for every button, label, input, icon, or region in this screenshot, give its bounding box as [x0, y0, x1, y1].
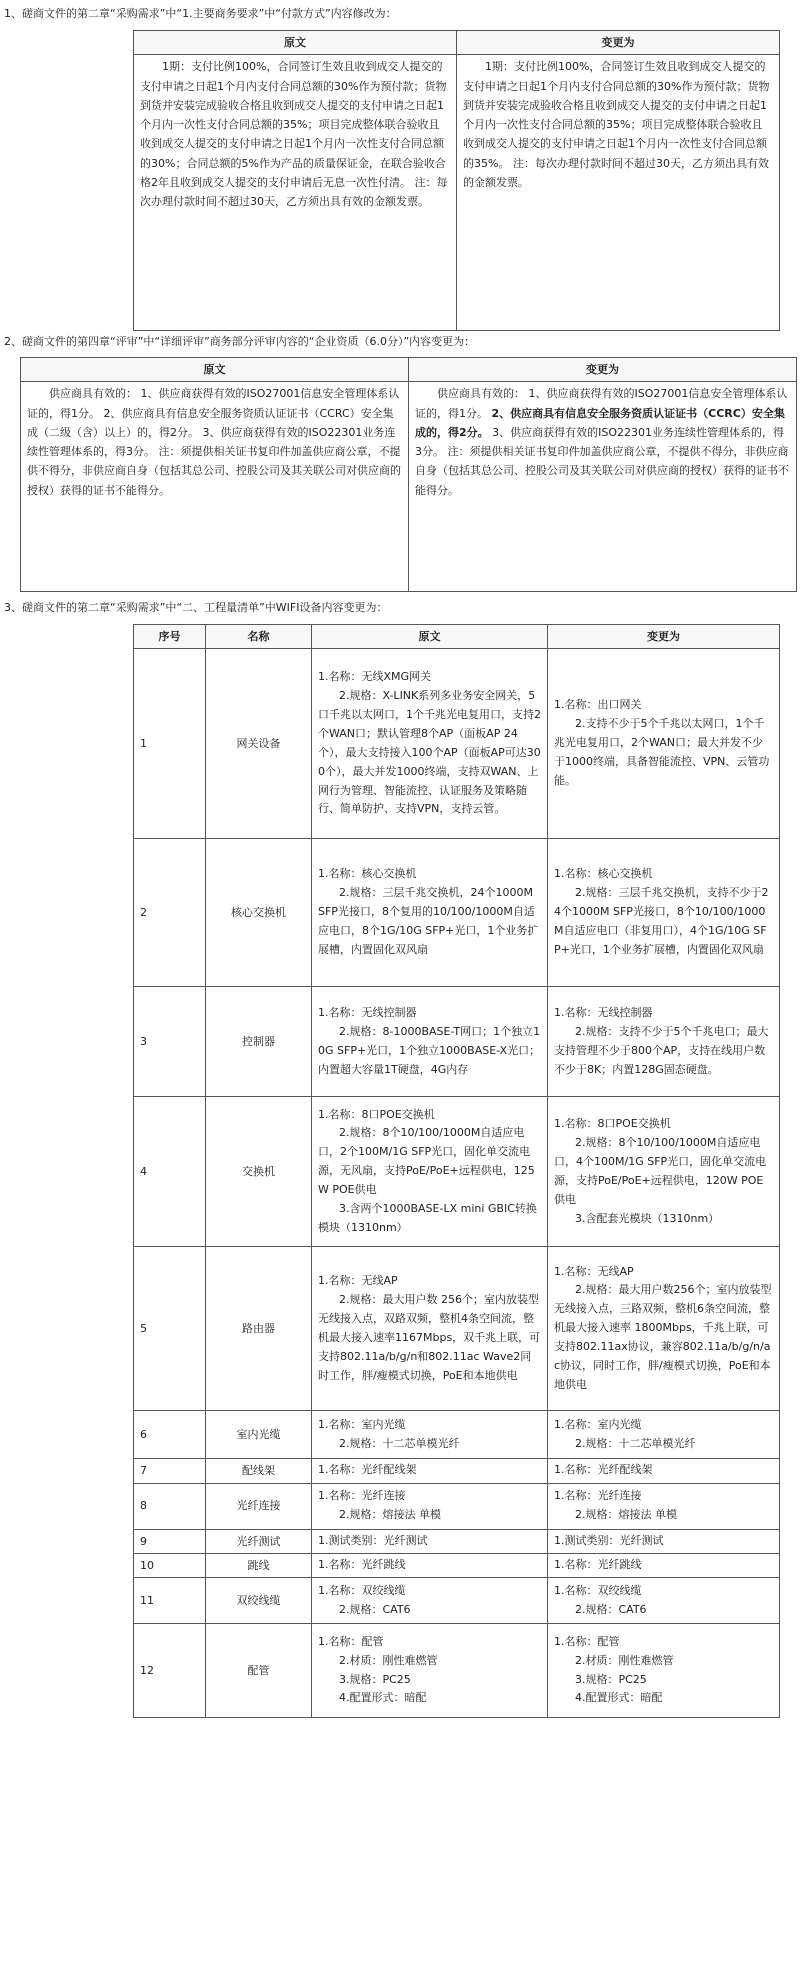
spec-line: 1.名称：出口网关 — [554, 698, 642, 712]
item-name: 光纤连接 — [206, 1483, 312, 1529]
original-spec — [312, 1459, 548, 1483]
col-changed-header: 变更为 — [457, 31, 780, 55]
spec-line: 1.名称：光纤连接 — [318, 1489, 406, 1503]
changed-spec — [548, 1529, 780, 1553]
table-row — [134, 1097, 780, 1247]
spec-line: 1.名称：核心交换机 — [554, 867, 653, 881]
table-row — [134, 1247, 780, 1411]
changed-spec — [548, 1553, 780, 1577]
original-spec — [312, 839, 548, 987]
original-spec — [312, 1578, 548, 1624]
spec-line: 2.规格：CAT6 — [554, 1602, 647, 1616]
original-spec — [312, 987, 548, 1097]
changed-text-part2: 3、供应商获得有效的ISO22301业务连续性管理体系的，得3分。 注：须提供相关证书复印件加盖供应商公章，不提供不得分，非供应商自身（包括其总公司、控股公司及其关联公司对供应商的授权）获得的证书不能得分。 — [415, 425, 789, 497]
item-name: 交换机 — [206, 1097, 312, 1247]
header-name: 名称 — [206, 625, 312, 649]
table-row — [134, 649, 780, 839]
spec-line: 1.名称：无线AP — [318, 1274, 398, 1288]
spec-line: 2.规格：8个10/100/1000M自适应电口，2个100M/1G SFP光口，固化单交流电源，无风扇，支持PoE/PoE+远程供电，125W POE供电 — [318, 1126, 535, 1197]
spec-line: 2.规格：CAT6 — [318, 1602, 411, 1616]
header-no: 序号 — [134, 625, 206, 649]
item-name: 核心交换机 — [206, 839, 312, 987]
spec-line: 2.规格：熔接法 单模 — [554, 1508, 677, 1521]
spec-line: 2.规格：最大用户数256个；室内放装型无线接入点，三路双频，整机6条空间流，整机最大接入速率 1800Mbps，千兆上联，可支持802.11ax协议，兼容802.11a/b/g/n/ac协议，同时工作，胖/瘦模式切换，PoE和本地供电 — [554, 1283, 772, 1392]
spec-line: 2.支持不少于5个千兆以太网口，1个千兆光电复用口，2个WAN口；最大并发不少于1000终端，具备智能流控、VPN、云管功能。 — [554, 717, 770, 788]
wifi-equipment-table — [133, 624, 780, 1718]
spec-line: 2.材质：刚性难燃管 — [318, 1653, 438, 1667]
table-row — [134, 1553, 780, 1577]
spec-line: 4.配置形式：暗配 — [554, 1691, 663, 1705]
item-name: 配线架 — [206, 1459, 312, 1483]
changed-spec — [548, 1097, 780, 1247]
col-original-header: 原文 — [134, 31, 457, 55]
changed-spec — [548, 649, 780, 839]
changed-text-bold: 2、供应商具有信息安全服务资质认证证书（CCRC）安全集成的，得2分。 — [415, 406, 785, 439]
item-name: 网关设备 — [206, 649, 312, 839]
spec-line: 1.名称：光纤跳线 — [554, 1557, 642, 1571]
spec-line: 1.名称：光纤跳线 — [318, 1557, 406, 1571]
spec-line: 2.规格：X-LINK系列多业务安全网关，5口千兆以太网口，1个千兆光电复用口，支持2个WAN口；默认管理8个AP（面板AP 24个），最大支持接入100个AP（面板AP可达300个），最大并发1000终端，支持双WAN、上网行为管理、智能流控、认证服务及策略随行、简单防护、支持VPN，支持云管。 — [318, 689, 541, 816]
section2-heading: 2、磋商文件的第四章“评审”中“详细评审”商务部分评审内容的“企业资质（6.0分）”内容变更为： — [4, 335, 476, 348]
original-spec — [312, 1624, 548, 1718]
item-name: 配管 — [206, 1624, 312, 1718]
original-qualification-text: 供应商具有效的： 1、供应商获得有效的ISO27001信息安全管理体系认证的，得1分。 2、供应商具有信息安全服务资质认证证书（CCRC）安全集成（二级（含）以上）的，得2分。 3、供应商获得有效的ISO22301业务连续性管理体系的，得3分。 注：须提供相关证书复印件加盖供应商公章，不提供不得分，非供应商自身（包括其总公司、控股公司及其关联公司对供应商的授权）获得的证书不能得分。 — [27, 387, 401, 497]
spec-line: 1.名称：无线控制器 — [554, 1005, 653, 1019]
original-spec — [312, 1097, 548, 1247]
changed-spec — [548, 1578, 780, 1624]
changed-spec — [548, 987, 780, 1097]
section3-heading: 3、磋商文件的第二章“采购需求”中“二、工程量清单”中WIFI设备内容变更为： — [4, 601, 388, 614]
spec-line: 1.名称：核心交换机 — [318, 867, 417, 881]
row-number: 2 — [134, 839, 206, 987]
table-row — [134, 1624, 780, 1718]
changed-qualification-text — [415, 384, 790, 500]
row-number: 1 — [134, 649, 206, 839]
item-name: 路由器 — [206, 1247, 312, 1411]
changed-spec — [548, 839, 780, 987]
changed-spec — [548, 1624, 780, 1718]
original-spec — [312, 1529, 548, 1553]
spec-line: 1.名称：无线AP — [554, 1264, 634, 1278]
spec-line: 2.规格：支持不少于5个千兆电口；最大支持管理不少于800个AP，支持在线用户数不少于8K；内置128G固态硬盘。 — [554, 1024, 769, 1076]
spec-line: 2.规格：最大用户数 256个；室内放装型无线接入点，双路双频，整机4条空间流，整机最大接入速率1167Mbps，双千兆上联，可支持802.11a/b/g/n和802.11ac Wave2同时工作，胖/瘦模式切换，PoE和本地供电 — [318, 1292, 541, 1382]
changed-spec — [548, 1247, 780, 1411]
spec-line: 1.名称：室内光缆 — [554, 1417, 642, 1431]
row-number: 9 — [134, 1529, 206, 1553]
qualification-table — [20, 357, 797, 592]
spec-line: 1.名称：8口POE交换机 — [554, 1117, 671, 1131]
table-row — [134, 1411, 780, 1459]
row-number: 4 — [134, 1097, 206, 1247]
changed-text-part1: 供应商具有效的： 1、供应商获得有效的ISO27001信息安全管理体系认证的，得1分。 — [415, 387, 788, 420]
table-row — [134, 839, 780, 987]
item-name: 光纤测试 — [206, 1529, 312, 1553]
item-name: 双绞线缆 — [206, 1578, 312, 1624]
spec-line: 1.名称：光纤配线架 — [554, 1463, 653, 1477]
spec-line: 2.规格：十二芯单模光纤 — [554, 1436, 696, 1450]
table-row — [134, 1529, 780, 1553]
original-spec — [312, 1247, 548, 1411]
spec-line: 2.规格：三层千兆交换机，24个1000M SFP光接口，8个复用的10/100/1000M自适应电口，8个1G/10G SFP+光口，1个业务扩展槽，内置固化双风扇 — [318, 886, 539, 957]
spec-line: 1.名称：双绞线缆 — [318, 1583, 406, 1597]
changed-spec — [548, 1459, 780, 1483]
changed-spec — [548, 1483, 780, 1529]
spec-line: 1.测试类别：光纤测试 — [318, 1533, 428, 1547]
table-row — [134, 987, 780, 1097]
changed-spec — [548, 1411, 780, 1459]
original-spec — [312, 1553, 548, 1577]
spec-line: 2.规格：熔接法 单模 — [318, 1508, 441, 1521]
changed-payment-text: 1期：支付比例100%，合同签订生效且收到成交人提交的支付申请之日起1个月内支付合同总额的30%作为预付款；货物到货并安装完成验收合格且收到成交人提交的支付申请之日起1个月内一次性支付合同总额的35%；项目完成整体联合验收且收到成交人提交的支付申请之日起1个月内一次性支付合同总额的35%。 注：每次办理付款时间不超过30天，乙方须出具有效的金额发票。 — [463, 60, 770, 189]
original-spec — [312, 649, 548, 839]
spec-line: 1.名称：双绞线缆 — [554, 1583, 642, 1597]
row-number: 6 — [134, 1411, 206, 1459]
original-payment-text: 1期：支付比例100%，合同签订生效且收到成交人提交的支付申请之日起1个月内支付合同总额的30%作为预付款；货物到货并安装完成验收合格且收到成交人提交的支付申请之日起1个月内一次性支付合同总额的35%；项目完成整体联合验收且收到成交人提交的支付申请之日起1个月内一次性支付合同总额的30%；合同总额的5%作为产品的质量保证金，在联合验收合格2年且收到成交人提交的支付申请后无息一次性付清。 注：每次办理付款时间不超过30天，乙方须出具有效的金额发票。 — [140, 60, 448, 208]
spec-line: 1.名称：配管 — [554, 1634, 620, 1648]
spec-line: 2.规格：十二芯单模光纤 — [318, 1436, 460, 1450]
spec-line: 3.规格：PC25 — [318, 1672, 411, 1686]
spec-line: 1.名称：光纤连接 — [554, 1489, 642, 1503]
spec-line: 4.配置形式：暗配 — [318, 1691, 427, 1705]
spec-line: 3.规格：PC25 — [554, 1672, 647, 1686]
row-number: 5 — [134, 1247, 206, 1411]
original-spec — [312, 1411, 548, 1459]
row-number: 7 — [134, 1459, 206, 1483]
table-row — [134, 1459, 780, 1483]
spec-line: 3.含配套光模块（1310nm） — [554, 1211, 720, 1225]
row-number: 3 — [134, 987, 206, 1097]
table-row — [134, 1578, 780, 1624]
row-number: 8 — [134, 1483, 206, 1529]
spec-line: 1.名称：室内光缆 — [318, 1417, 406, 1431]
item-name: 室内光缆 — [206, 1411, 312, 1459]
spec-line: 2.规格：8-1000BASE-T网口；1个独立10G SFP+光口，1个独立1000BASE-X光口；内置超大容量1T硬盘，4G内存 — [318, 1024, 541, 1076]
item-name: 控制器 — [206, 987, 312, 1097]
spec-line: 3.含两个1000BASE-LX mini GBIC转换模块（1310nm） — [318, 1202, 537, 1235]
spec-line: 1.名称：无线控制器 — [318, 1005, 417, 1019]
header-changed: 变更为 — [548, 625, 780, 649]
row-number: 12 — [134, 1624, 206, 1718]
spec-line: 1.测试类别：光纤测试 — [554, 1533, 664, 1547]
header-original: 原文 — [312, 625, 548, 649]
spec-line: 1.名称：光纤配线架 — [318, 1463, 417, 1477]
spec-line: 2.规格：8个10/100/1000M自适应电口，4个100M/1G SFP光口，固化单交流电源，支持PoE/PoE+远程供电，120W POE供电 — [554, 1135, 767, 1206]
spec-line: 2.规格：三层千兆交换机，支持不少于24个1000M SFP光接口，8个10/100/1000M自适应电口（非复用口），4个1G/10G SFP+光口，1个业务扩展槽，内置固化双风扇 — [554, 886, 769, 957]
table-row — [134, 1483, 780, 1529]
row-number: 11 — [134, 1578, 206, 1624]
spec-line: 2.材质：刚性难燃管 — [554, 1653, 674, 1667]
row-number: 10 — [134, 1553, 206, 1577]
item-name: 跳线 — [206, 1553, 312, 1577]
section1-heading: 1、磋商文件的第二章“采购需求”中“1.主要商务要求”中“付款方式”内容修改为： — [4, 7, 397, 20]
col-original-header: 原文 — [21, 358, 409, 382]
payment-terms-table — [133, 30, 780, 331]
spec-line: 1.名称：8口POE交换机 — [318, 1107, 435, 1121]
spec-line: 1.名称：无线XMG网关 — [318, 670, 432, 684]
original-spec — [312, 1483, 548, 1529]
col-changed-header: 变更为 — [409, 358, 797, 382]
spec-line: 1.名称：配管 — [318, 1634, 384, 1648]
